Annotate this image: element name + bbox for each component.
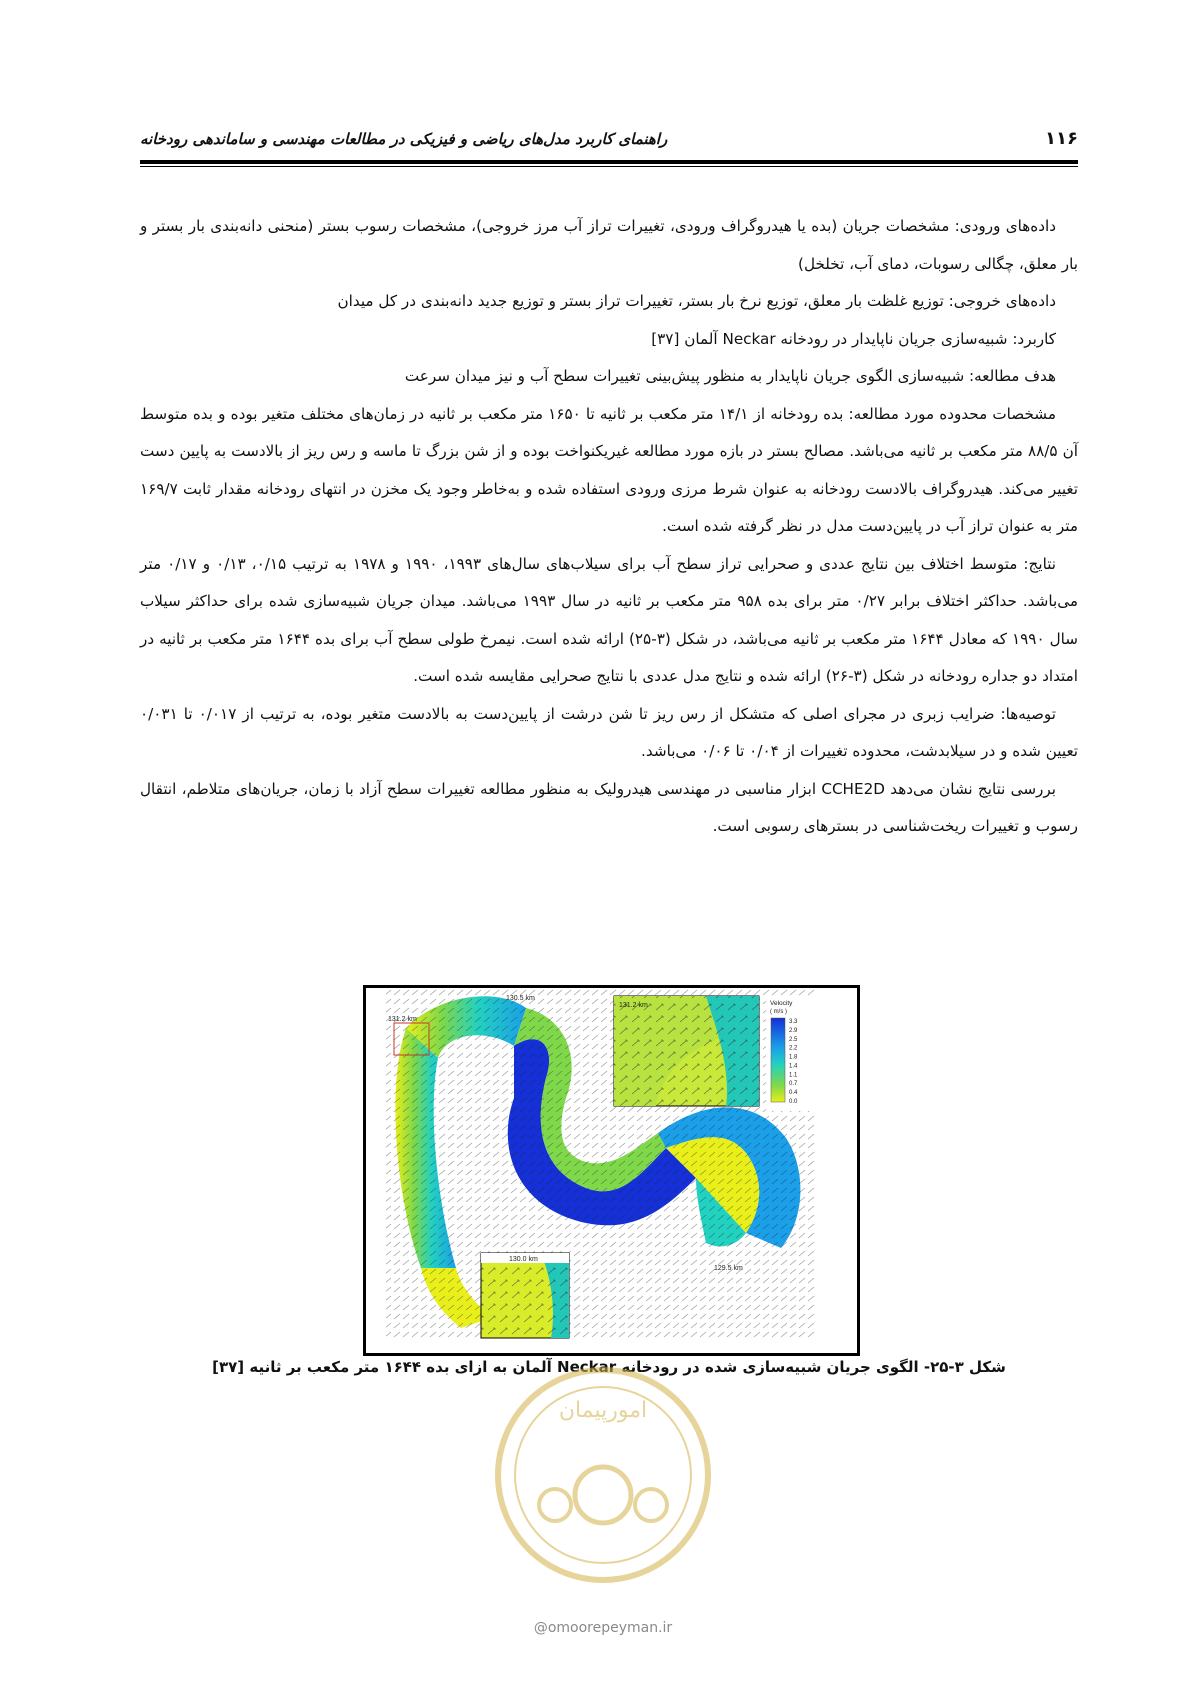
inset-130-0 (481, 1253, 569, 1338)
legend-color-bar (771, 1018, 785, 1102)
inset-131-2 (614, 996, 759, 1106)
paragraph-study-area: مشخصات محدوده مورد مطالعه: بده رودخانه از ۱۴/۱ متر مکعب بر ثانیه تا ۱۶۵۰ متر مکعب بر ثانیه در زمان‌های مختلف متغیر بوده و بده متوسط آن ۸۸/۵ متر مکعب بر ثانیه می‌باشد. مصالح بستر در بازه مورد مطالعه غیریکنواخت بوده و از شن بزرگ تا ماسه و رس ریز از بالادست به پایین دست تغییر می‌کند. هیدروگراف بالادست رودخانه به عنوان شرط مرزی ورودی استفاده شده و به‌خاطر وجود یک مخزن در انتهای رودخانه مقدار ثابت ۱۶۹/۷ متر به عنوان تراز آب در پایین‌دست مدل در نظر گرفته شده است. (140, 404, 1078, 535)
legend-title: Velocity (770, 1000, 793, 1007)
page-header (140, 128, 1078, 162)
figure-svg (366, 988, 857, 1353)
watermark-seal-text: امورپیمان (558, 1398, 648, 1423)
paragraph-recommendations: توصیه‌ها: ضرایب زبری در مجرای اصلی که متشکل از رس ریز تا شن درشت از پایین‌دست به بالادست متغیر بوده، به ترتیب از ۰/۰۱۷ تا ۰/۰۳۱ تعیین شده و در سیلابدشت، محدوده تغییرات از ۰/۰۴ تا ۰/۰۶ می‌باشد. (140, 704, 1078, 760)
legend-unit: ( m/s ) (770, 1009, 787, 1015)
velocity-legend (766, 996, 818, 1111)
legend-tick-label: 2.9 (789, 1027, 798, 1034)
figure-velocity-field (363, 985, 860, 1356)
paragraph-objective: هدف مطالعه: شبیه‌سازی الگوی جریان ناپایدار به منظور پیش‌بینی تغییرات سطح آب و نیز میدان سرعت (404, 367, 1056, 385)
paragraph-results: نتایج: متوسط اختلاف بین نتایج عددی و صحرایی تراز سطح آب برای سیلاب‌های سال‌های ۱۹۹۳، ۱۹۹۰ و ۱۹۷۸ به ترتیب ۰/۱۵، ۰/۱۳ و ۰/۱۷ متر می‌باشد. حداکثر اختلاف برابر ۰/۲۷ متر برای بده ۹۵۸ متر مکعب بر ثانیه در سال ۱۹۹۳ می‌باشد. میدان جریان شبیه‌سازی شده برای حداکثر سیلاب سال ۱۹۹۰ که معادل ۱۶۴۴ متر مکعب بر ثانیه می‌باشد، در شکل (۳-۲۵) ارائه شده است. نیمرخ طولی سطح آب برای بده ۱۶۴۴ متر مکعب بر ثانیه در امتداد دو جداره رودخانه در شکل (۳-۲۶) ارائه شده و نتایج مدل عددی با نتایج صحرایی مقایسه شده است. (140, 554, 1079, 685)
paragraph-application: کاربرد: شبیه‌سازی جریان ناپایدار در رودخانه Neckar آلمان [۳۷] (651, 329, 1056, 348)
body-text (140, 208, 1078, 846)
legend-tick-label: 1.4 (789, 1063, 798, 1070)
legend-tick-label: 2.5 (789, 1036, 798, 1043)
watermark-url: @omoorepeyman.ir (533, 1620, 673, 1636)
legend-tick-label: 1.1 (789, 1072, 798, 1079)
legend-tick-label: 1.8 (789, 1054, 798, 1061)
watermark-seal (483, 1355, 723, 1595)
km-label-129-5: 129.5 km (714, 1265, 743, 1272)
legend-tick-label: 0.4 (789, 1090, 798, 1097)
km-label-131-2: 131.2 km (388, 1016, 417, 1023)
header-rule-thin (140, 166, 1078, 167)
inset-km-label-131-2: 131.2 km (619, 1002, 648, 1009)
island-label: Island (491, 1075, 510, 1082)
paragraph-inputs: داده‌های ورودی: مشخصات جریان (بده یا هیدروگراف ورودی، تغییرات تراز آب مرز خروجی)، مشخصات رسوب بستر (منحنی دانه‌بندی بار بستر و بار معلق، چگالی رسوبات، دمای آب، تخلخل) (140, 217, 1078, 273)
inset-km-label-130-0: 130.0 km (509, 1256, 538, 1263)
header-rule-thick (140, 160, 1078, 164)
legend-tick-label: 0.0 (789, 1099, 798, 1105)
legend-tick-label: 2.2 (789, 1045, 798, 1052)
legend-tick-label: 3.3 (789, 1019, 798, 1025)
paragraph-outputs: داده‌های خروجی: توزیع غلظت بار معلق، توزیع نرخ بار بستر، تغییرات تراز بستر و توزیع جدید دانه‌بندی در کل میدان (337, 292, 1056, 310)
figure-caption: شکل ۳-۲۵- الگوی جریان شبیه‌سازی شده در رودخانه Neckar آلمان به ازای بده ۱۶۴۴ متر مکعب بر ثانیه [۳۷] (212, 1358, 1006, 1376)
running-title: راهنمای کاربرد مدل‌های ریاضی و فیزیکی در مطالعات مهندسی و ساماندهی رودخانه (140, 130, 668, 148)
paragraph-conclusion: بررسی نتایج نشان می‌دهد CCHE2D ابزار مناسبی در مهندسی هیدرولیک به منظور مطالعه تغییرات سطح آزاد با زمان، جریان‌های متلاطم، انتقال رسوب و تغییرات ریخت‌شناسی در بسترهای رسوبی است. (140, 779, 1078, 835)
legend-tick-label: 0.7 (789, 1081, 798, 1088)
km-label-130-5: 130.5 km (506, 995, 535, 1002)
page-number: ۱۱۶ (1045, 128, 1078, 149)
